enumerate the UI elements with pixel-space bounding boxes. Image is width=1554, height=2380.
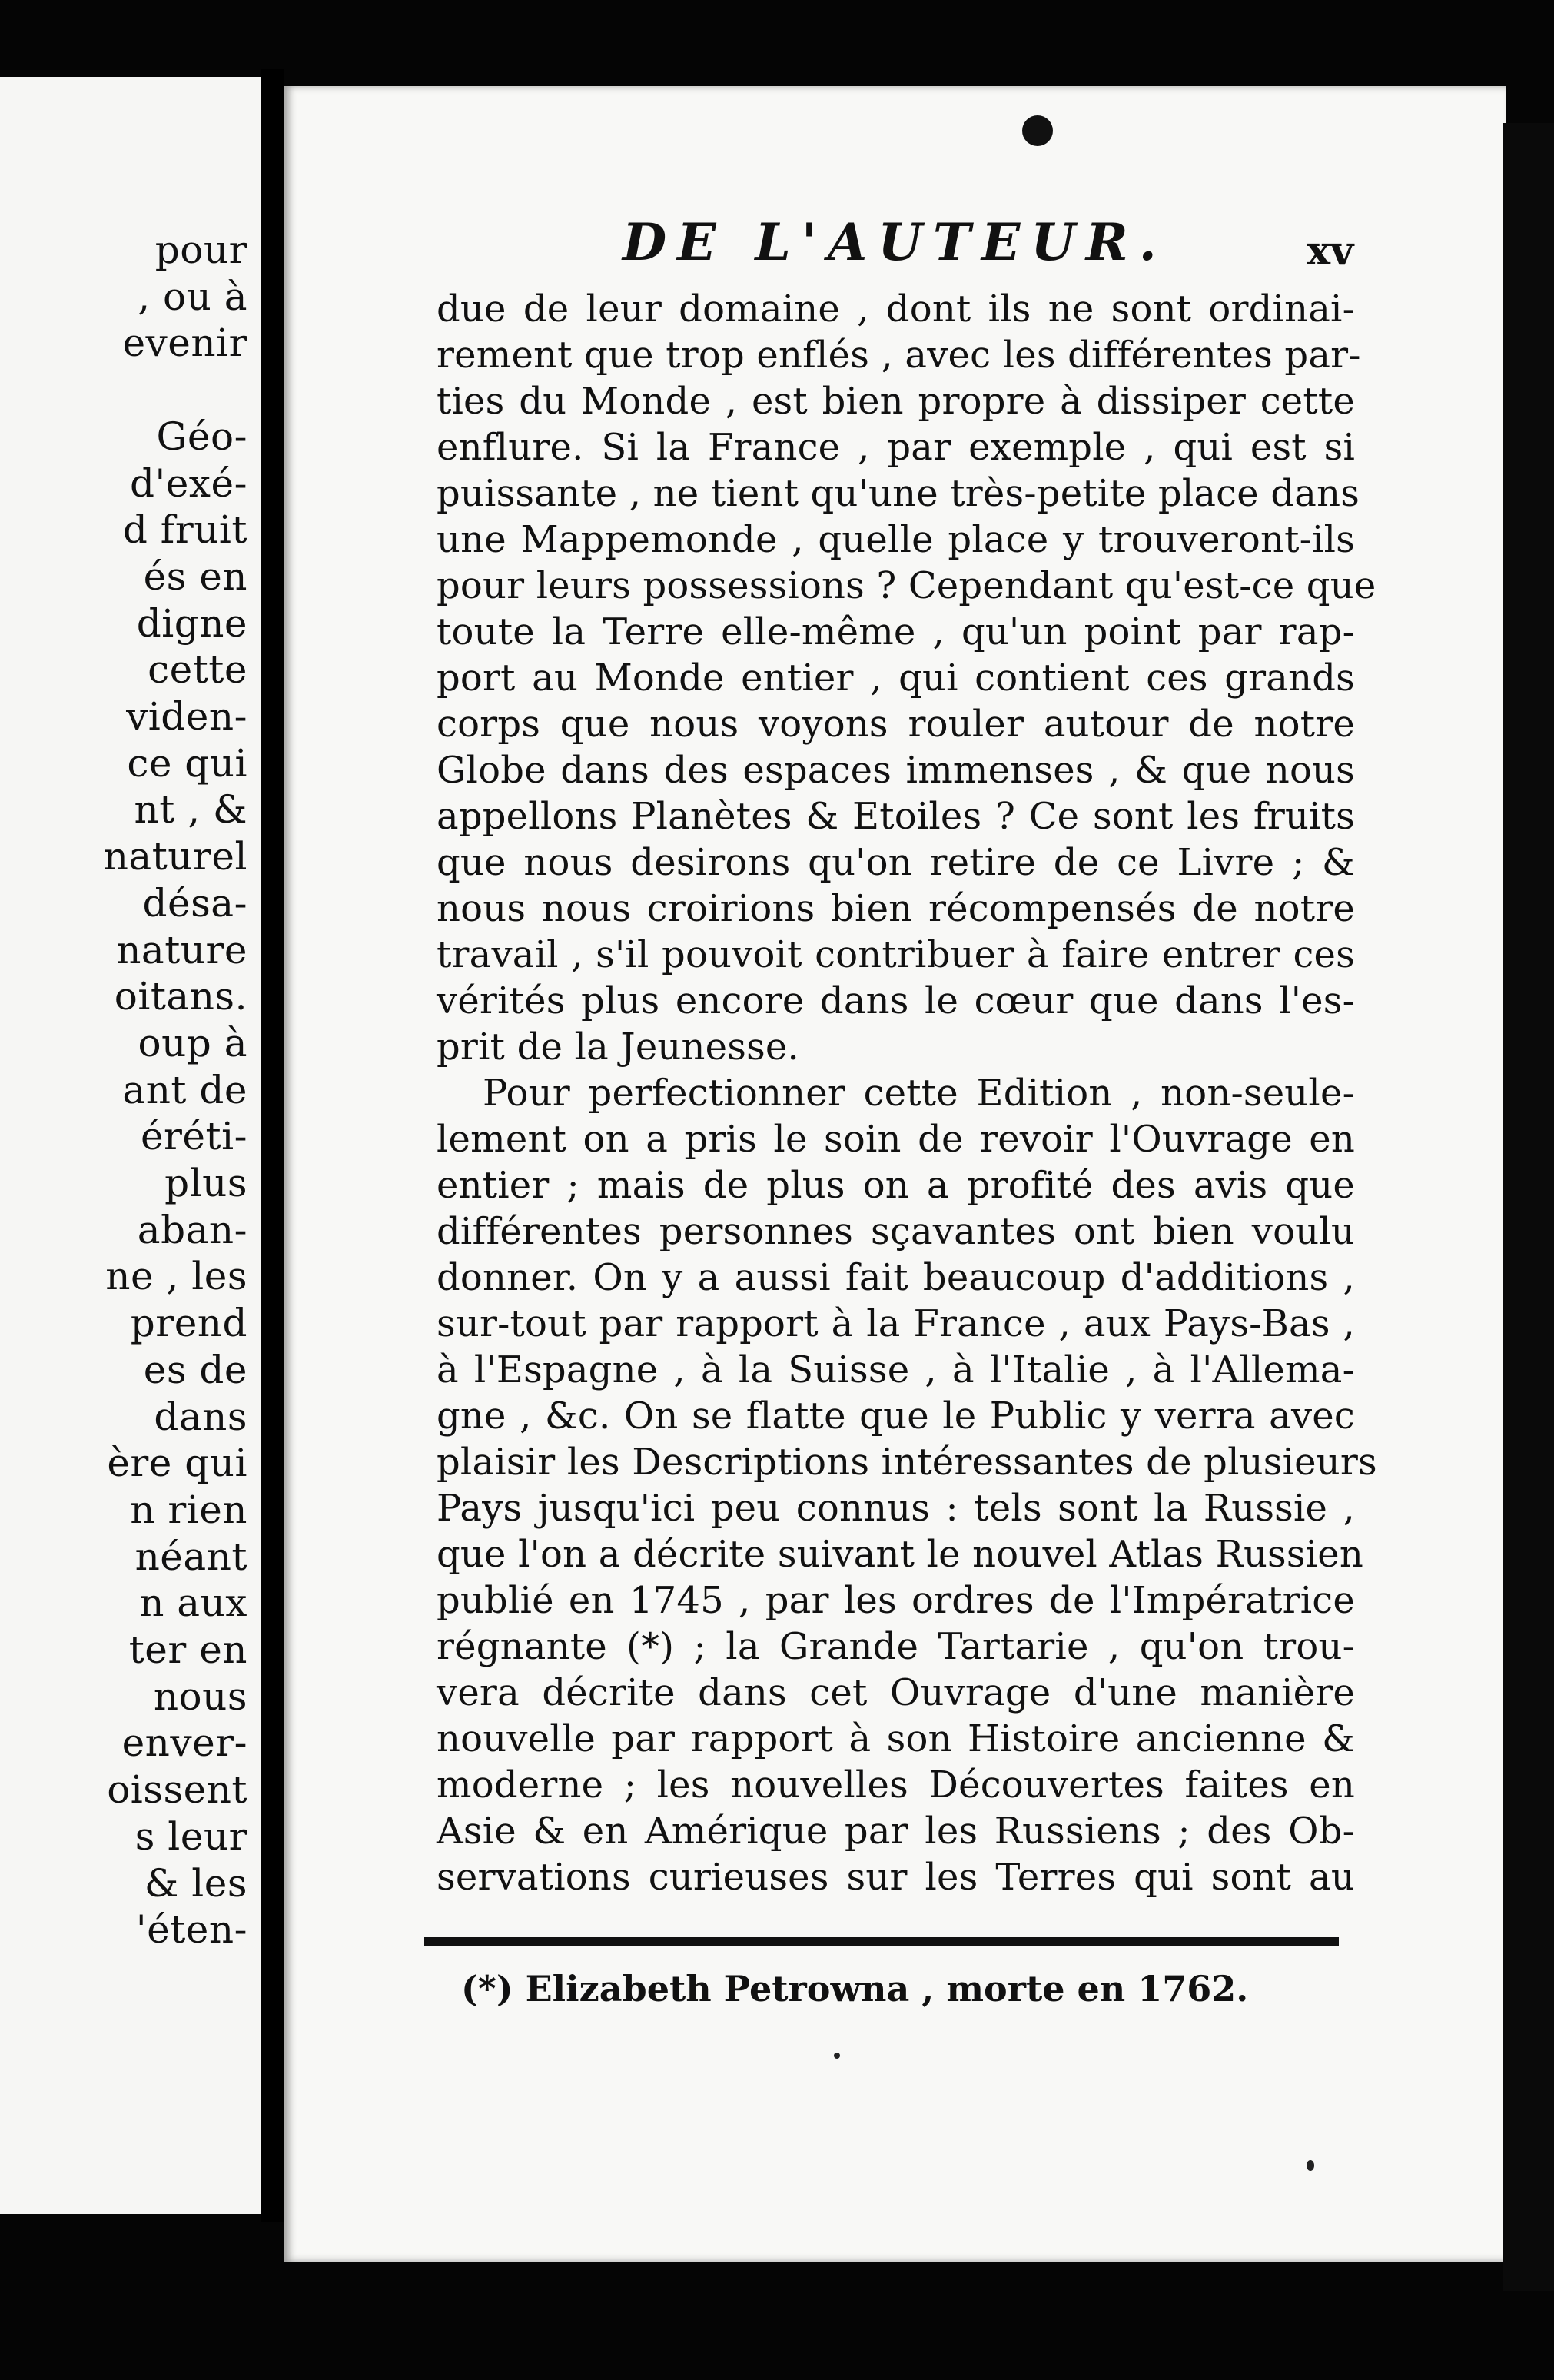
left-page-line: naturel bbox=[103, 834, 247, 879]
left-page-line: éréti- bbox=[140, 1114, 247, 1159]
left-page-line: désa- bbox=[142, 880, 247, 926]
left-page-line: nous bbox=[153, 1674, 247, 1719]
body-line: nouvelle par rapport à son Histoire ancienne & bbox=[437, 1717, 1355, 1760]
left-page-line: 'éten- bbox=[135, 1907, 247, 1953]
left-page-line: d fruit bbox=[122, 507, 247, 553]
left-page-line: Géo- bbox=[156, 414, 247, 459]
body-line: port au Monde entier , qui contient ces grands bbox=[437, 656, 1355, 700]
body-line: donner. On y a aussi fait beaucoup d'additions , bbox=[437, 1256, 1355, 1299]
left-page-line: oitans. bbox=[114, 974, 247, 1019]
body-line: lement on a pris le soin de revoir l'Ouvrage en bbox=[437, 1118, 1355, 1161]
page-number: xv bbox=[1307, 228, 1354, 274]
page-edge bbox=[1503, 123, 1554, 2291]
body-line: nous nous croirions bien récompensés de notre bbox=[437, 887, 1355, 930]
body-line: régnante (*) ; la Grande Tartarie , qu'on trou- bbox=[437, 1625, 1355, 1668]
body-line: que nous desirons qu'on retire de ce Livre ; & bbox=[437, 841, 1355, 884]
body-line: une Mappemonde , quelle place y trouveront-ils bbox=[437, 518, 1355, 561]
left-page-fragment bbox=[0, 77, 261, 2214]
body-line: due de leur domaine , dont ils ne sont ordinai- bbox=[437, 288, 1355, 331]
left-page-line: prend bbox=[130, 1301, 247, 1346]
left-page-line: n aux bbox=[139, 1581, 247, 1626]
body-line: Globe dans des espaces immenses , & que nous bbox=[437, 749, 1355, 792]
left-page-line: nt , & bbox=[134, 787, 247, 833]
body-line: travail , s'il pouvoit contribuer à faire entrer ces bbox=[437, 933, 1355, 976]
body-line: Pour perfectionner cette Edition , non-seule- bbox=[483, 1072, 1355, 1115]
body-line: toute la Terre elle-même , qu'un point par rap- bbox=[437, 610, 1355, 653]
left-page-line: aban- bbox=[137, 1207, 247, 1252]
body-line: plaisir les Descriptions intéressantes de plusieurs bbox=[437, 1441, 1377, 1484]
gutter-shadow bbox=[261, 69, 284, 2222]
body-line: vérités plus encore dans le cœur que dans l'es- bbox=[437, 979, 1355, 1022]
left-page-line: , ou à bbox=[138, 274, 247, 319]
body-line: différentes personnes sçavantes ont bien voulu bbox=[437, 1210, 1355, 1253]
body-line: prit de la Jeunesse. bbox=[437, 1025, 799, 1069]
left-page-line: ce qui bbox=[127, 740, 247, 786]
body-line: enflure. Si la France , par exemple , qui est si bbox=[437, 426, 1355, 469]
body-line: puissante , ne tient qu'une très-petite place dans bbox=[437, 472, 1360, 515]
body-line: moderne ; les nouvelles Découvertes faites en bbox=[437, 1763, 1355, 1807]
left-page-line: enver- bbox=[121, 1720, 247, 1766]
left-page-line: es de bbox=[143, 1347, 247, 1392]
left-page-line: oup à bbox=[138, 1020, 247, 1065]
body-line: publié en 1745 , par les ordres de l'Impératrice bbox=[437, 1579, 1355, 1622]
body-line: appellons Planètes & Etoiles ? Ce sont les fruits bbox=[437, 795, 1355, 838]
body-line: que l'on a décrite suivant le nouvel Atlas Russien bbox=[437, 1533, 1363, 1576]
speck bbox=[834, 2053, 840, 2059]
left-page-line: néant bbox=[134, 1534, 247, 1579]
body-line: gne , &c. On se flatte que le Public y verra avec bbox=[437, 1394, 1355, 1438]
body-text bbox=[437, 286, 1377, 1900]
left-page-line: ne , les bbox=[105, 1254, 247, 1299]
left-page-line: pour bbox=[154, 228, 247, 272]
body-line: Pays jusqu'ici peu connus : tels sont la Russie , bbox=[437, 1487, 1355, 1530]
body-line: vera décrite dans cet Ouvrage d'une manière bbox=[437, 1671, 1355, 1714]
left-page-line: d'exé- bbox=[129, 460, 247, 506]
body-line: à l'Espagne , à la Suisse , à l'Italie , à l'Allema- bbox=[437, 1348, 1355, 1391]
speck bbox=[1307, 2160, 1314, 2171]
ink-blot bbox=[1022, 115, 1053, 146]
body-line: sur-tout par rapport à la France , aux Pays-Bas , bbox=[437, 1302, 1355, 1345]
left-page-line: cette bbox=[148, 647, 247, 693]
left-page-line: ter en bbox=[128, 1627, 247, 1672]
body-line: ties du Monde , est bien propre à dissiper cette bbox=[437, 380, 1355, 423]
footnote-rule bbox=[424, 1937, 1339, 1946]
left-page-line: ère qui bbox=[107, 1441, 247, 1486]
left-page-line: viden- bbox=[126, 694, 247, 739]
left-page-line: oissent bbox=[107, 1767, 247, 1813]
left-page-line: plus bbox=[164, 1161, 247, 1205]
left-page-line: & les bbox=[144, 1860, 247, 1906]
left-page-line: n rien bbox=[130, 1487, 247, 1532]
body-line: Asie & en Amérique par les Russiens ; des Ob- bbox=[437, 1810, 1355, 1853]
footnote: (*) Elizabeth Petrowna , morte en 1762. bbox=[461, 1968, 1249, 2009]
running-head: DE L'AUTEUR. bbox=[623, 212, 1167, 272]
left-page-line: digne bbox=[136, 600, 247, 646]
left-page-line: ant de bbox=[122, 1067, 247, 1112]
left-page-line: s leur bbox=[134, 1813, 247, 1859]
left-page-line: evenir bbox=[122, 321, 247, 366]
left-page-line: nature bbox=[116, 927, 247, 972]
body-line: corps que nous voyons rouler autour de notre bbox=[437, 703, 1355, 746]
body-line: rement que trop enflés , avec les différentes par- bbox=[437, 334, 1361, 377]
body-line: servations curieuses sur les Terres qui sont au bbox=[437, 1856, 1355, 1899]
body-line: pour leurs possessions ? Cependant qu'est-ce que bbox=[437, 564, 1376, 607]
body-line: entier ; mais de plus on a profité des avis que bbox=[437, 1164, 1355, 1207]
left-page-line: és en bbox=[143, 553, 247, 599]
left-page-line: dans bbox=[154, 1394, 247, 1439]
